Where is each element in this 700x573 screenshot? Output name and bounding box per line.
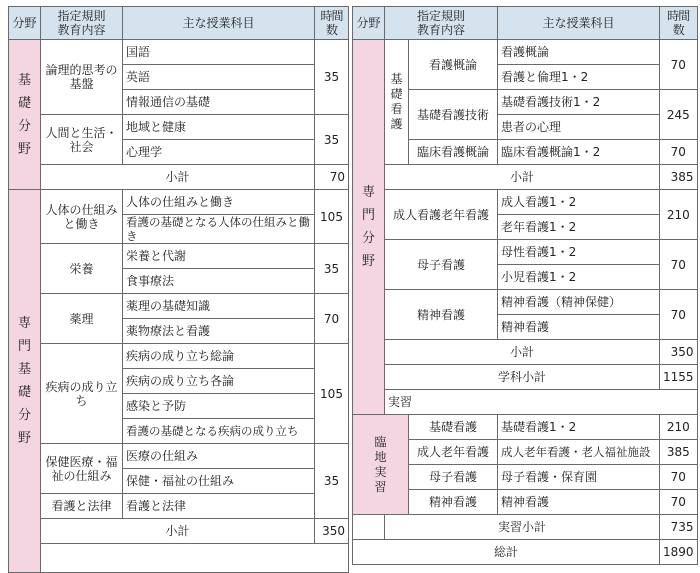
table-row	[9, 40, 349, 65]
category-cell: 臨床看護概論	[409, 140, 498, 165]
table-row	[9, 294, 349, 319]
category-cell: 基礎看護	[409, 415, 498, 440]
category-cell: 精神看護	[409, 490, 498, 515]
subject-cell: 薬物療法と看護	[123, 319, 315, 344]
category-cell: 保健医療・福祉の仕組み	[41, 444, 123, 494]
subject-cell: 国語	[123, 40, 315, 65]
practicum-subtotal-hours: 735	[660, 515, 698, 540]
table-row	[9, 115, 349, 140]
subject-cell: 精神看護	[498, 315, 660, 340]
category-cell: 母子看護	[409, 465, 498, 490]
field-kiso: 基礎分野	[9, 40, 41, 190]
hours-cell: 210	[660, 415, 698, 440]
category-cell: 基礎看護技術	[409, 90, 498, 140]
dept-subtotal-row	[353, 365, 698, 390]
hours-cell: 70	[660, 465, 698, 490]
left-header-row	[9, 7, 349, 40]
subject-cell: 母性看護1・2	[498, 240, 660, 265]
subject-cell: 看護概論	[498, 40, 660, 65]
subject-cell: 老年看護1・2	[498, 215, 660, 240]
practicum-subtotal-label: 実習小計	[385, 515, 660, 540]
subject-cell: 心理学	[123, 140, 315, 165]
subject-cell: 小児看護1・2	[498, 265, 660, 290]
header-field: 分野	[353, 7, 385, 40]
subject-cell: 成人看護1・2	[498, 190, 660, 215]
subject-cell: 基礎看護技術1・2	[498, 90, 660, 115]
left-curriculum-table	[8, 6, 349, 573]
subtotal-label: 小計	[41, 165, 315, 190]
subject-cell: 医療の仕組み	[123, 444, 315, 469]
subject-cell: 保健・福祉の仕組み	[123, 469, 315, 494]
practicum-label: 実習	[385, 390, 698, 415]
hours-cell: 35	[315, 444, 349, 519]
subject-cell: 人体の仕組みと働き	[123, 190, 315, 215]
subject-cell: 成人老年看護・老人福祉施設	[498, 440, 660, 465]
subtotal-row	[353, 340, 698, 365]
hours-cell: 35	[315, 40, 349, 115]
subtotal-hours: 70	[315, 165, 349, 190]
hours-cell: 35	[315, 115, 349, 165]
table-row	[353, 190, 698, 215]
subject-cell: 基礎看護1・2	[498, 415, 660, 440]
header-field: 分野	[9, 7, 41, 40]
category-cell: 母子看護	[385, 240, 498, 290]
dept-subtotal-label: 学科小計	[385, 365, 660, 390]
subtotal-hours: 350	[660, 340, 698, 365]
hours-cell: 70	[660, 40, 698, 90]
left-spacer-row	[9, 544, 349, 573]
hours-cell: 105	[315, 344, 349, 444]
field-senmon: 専門分野	[353, 40, 385, 415]
category-cell: 人間と生活・社会	[41, 115, 123, 165]
field-rinchi: 臨地実習	[353, 415, 409, 515]
hours-cell: 70	[660, 140, 698, 165]
table-row	[9, 444, 349, 469]
subject-cell: 精神看護	[498, 490, 660, 515]
category-cell: 栄養	[41, 244, 123, 294]
table-row	[353, 290, 698, 315]
category-cell: 成人看護老年看護	[385, 190, 498, 240]
practicum-subtotal-row	[353, 515, 698, 540]
subject-cell: 患者の心理	[498, 115, 660, 140]
subtotal-row	[9, 519, 349, 544]
subject-cell: 看護の基礎となる疾病の成り立ち	[123, 419, 315, 444]
field-senmon-kiso: 専門基礎分野	[9, 190, 41, 573]
category-cell: 看護概論	[409, 40, 498, 90]
total-label: 総計	[353, 540, 660, 565]
hours-cell: 70	[660, 240, 698, 290]
field-kiso-kango: 基礎看護	[385, 40, 409, 165]
right-curriculum-table	[352, 6, 698, 565]
hours-cell: 245	[660, 90, 698, 140]
category-cell: 人体の仕組みと働き	[41, 190, 123, 244]
hours-cell: 210	[660, 190, 698, 240]
subject-cell: 地域と健康	[123, 115, 315, 140]
subject-cell: 精神看護（精神保健）	[498, 290, 660, 315]
practicum-header-row	[353, 390, 698, 415]
header-hours: 時間数	[315, 7, 349, 40]
subtotal-hours: 350	[315, 519, 349, 544]
category-cell: 疾病の成り立ち	[41, 344, 123, 444]
subject-cell: 看護と倫理1・2	[498, 65, 660, 90]
subtotal-label: 小計	[385, 165, 660, 190]
category-cell: 成人老年看護	[409, 440, 498, 465]
table-row	[9, 344, 349, 369]
subject-cell: 臨床看護概論1・2	[498, 140, 660, 165]
total-hours: 1890	[660, 540, 698, 565]
hours-cell: 385	[660, 440, 698, 465]
table-row	[9, 190, 349, 215]
category-cell: 論理的思考の基盤	[41, 40, 123, 115]
right-header-row	[353, 7, 698, 40]
subtotal-hours: 385	[660, 165, 698, 190]
subject-cell: 看護の基礎となる人体の仕組みと働き	[123, 215, 315, 244]
table-row	[353, 415, 698, 440]
subtotal-label: 小計	[41, 519, 315, 544]
header-hours: 時間数	[660, 7, 698, 40]
table-row	[353, 240, 698, 265]
subject-cell: 食事療法	[123, 269, 315, 294]
subject-cell: 母子看護・保育園	[498, 465, 660, 490]
hours-cell: 105	[315, 190, 349, 244]
table-row	[9, 494, 349, 519]
header-category: 指定規則 教育内容	[385, 7, 498, 40]
table-row	[353, 40, 698, 65]
table-row	[9, 244, 349, 269]
subtotal-label: 小計	[385, 340, 660, 365]
hours-cell: 70	[315, 294, 349, 344]
category-cell: 精神看護	[385, 290, 498, 340]
header-subjects: 主な授業科目	[498, 7, 660, 40]
hours-cell: 35	[315, 244, 349, 294]
hours-cell: 70	[660, 490, 698, 515]
dept-subtotal-hours: 1155	[660, 365, 698, 390]
subject-cell: 栄養と代謝	[123, 244, 315, 269]
subject-cell: 感染と予防	[123, 394, 315, 419]
category-cell: 看護と法律	[41, 494, 123, 519]
total-row	[353, 540, 698, 565]
subject-cell: 情報通信の基礎	[123, 90, 315, 115]
subject-cell: 英語	[123, 65, 315, 90]
header-category: 指定規則 教育内容	[41, 7, 123, 40]
subject-cell: 薬理の基礎知識	[123, 294, 315, 319]
category-cell: 薬理	[41, 294, 123, 344]
subject-cell: 疾病の成り立ち総論	[123, 344, 315, 369]
subtotal-row	[9, 165, 349, 190]
subject-cell: 看護と法律	[123, 494, 315, 519]
subject-cell: 疾病の成り立ち各論	[123, 369, 315, 394]
header-subjects: 主な授業科目	[123, 7, 315, 40]
subtotal-row	[353, 165, 698, 190]
hours-cell: 70	[660, 290, 698, 340]
